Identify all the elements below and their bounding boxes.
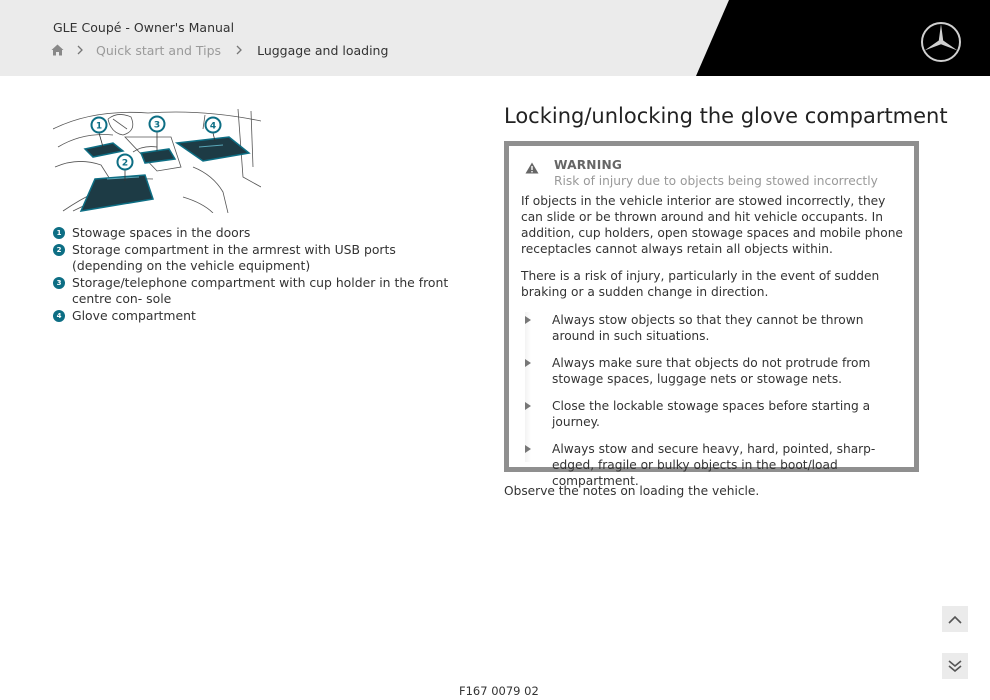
breadcrumb-current: Luggage and loading [257,42,389,58]
legend-number: 3 [53,277,65,289]
legend-number: 2 [53,244,65,256]
breadcrumb-quick-start[interactable]: Quick start and Tips [96,42,222,58]
home-icon[interactable] [51,44,64,56]
scroll-to-top-button[interactable] [942,606,968,632]
manual-title: GLE Coupé - Owner's Manual [53,20,235,35]
arrow-right-icon [525,316,531,324]
chevron-right-icon [221,45,257,55]
warning-paragraph: If objects in the vehicle interior are stowed incorrectly, they can slide or be thrown around and hit vehicle occupants. In addition, cup holders, open stowage spaces and mobile phone receptacles cannot always retain all objects within. [521,194,903,256]
warning-action-text: Always stow and secure heavy, hard, pointed, sharp-edged, fragile or bulky objects in the boot/load compartment. [552,442,876,488]
callout-1-label: 1 [95,121,103,132]
warning-action-text: Always make sure that objects do not protrude from stowage spaces, luggage nets or stowage nets. [552,356,871,386]
warning-box [504,141,919,488]
legend-item [53,308,463,324]
warning-label: WARNING [554,158,623,172]
warning-triangle-icon [525,162,539,178]
warning-action-item [521,441,903,489]
breadcrumb [51,42,388,58]
section-title: Locking/unlocking the glove compartment [504,104,948,128]
mercedes-star-icon [920,21,962,63]
interior-illustration [53,107,261,213]
warning-actions [521,312,903,489]
callout-2-label: 2 [121,158,129,169]
figure-legend [53,225,463,325]
arrow-right-icon [525,359,531,367]
warning-action-text: Close the lockable stowage spaces before starting a journey. [552,399,871,429]
warning-subtitle: Risk of injury due to objects being stowed incorrectly [554,174,878,188]
warning-paragraph: There is a risk of injury, particularly in the event of sudden braking or a sudden change in direction. [521,269,880,299]
legend-text: Glove compartment [72,308,196,323]
figure-code: F167 0079 02 [459,684,539,698]
warning-action-text: Always stow objects so that they cannot be thrown around in such situations. [552,313,864,343]
legend-item [53,225,463,241]
legend-item [53,275,463,307]
legend-number: 1 [53,227,65,239]
warning-header [521,157,903,189]
double-chevron-down-icon [948,660,962,672]
legend-text: Stowage spaces in the doors [72,225,251,240]
warning-action-item [521,312,903,344]
legend-item [53,242,463,274]
loading-note: Observe the notes on loading the vehicle. [504,484,760,498]
legend-text: Storage/telephone compartment with cup holder in the front centre con- sole [72,275,449,306]
callout-3-label: 3 [153,120,161,131]
arrow-right-icon [525,402,531,410]
legend-number: 4 [53,310,65,322]
warning-action-item [521,355,903,387]
chevron-right-icon [64,45,96,55]
callout-4-label: 4 [209,121,217,132]
chevron-up-icon [948,615,962,624]
warning-action-item [521,398,903,430]
arrow-right-icon [525,445,531,453]
legend-text: Storage compartment in the armrest with USB ports (depending on the vehicle equipment) [72,242,396,273]
collapse-button[interactable] [942,653,968,679]
